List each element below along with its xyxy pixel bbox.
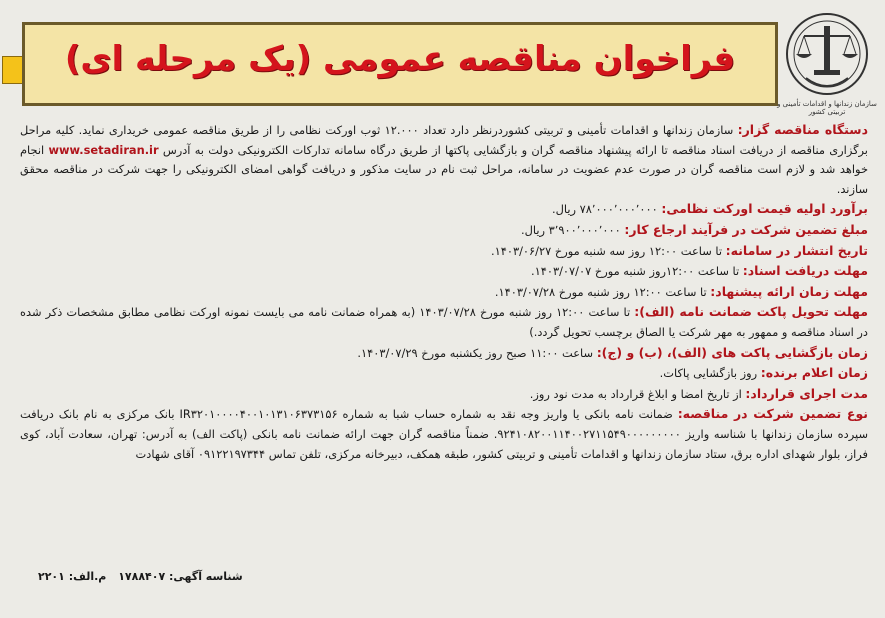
envelope-line (20, 302, 868, 342)
portal-url: www.setadiran.ir (48, 142, 159, 157)
estimate-label: برآورد اولیه قیمت اورکت نظامی: (661, 201, 868, 217)
opening-line (20, 343, 868, 364)
contract-value: از تاریخ امضا و ابلاغ قرارداد به مدت نود روز. (529, 386, 746, 401)
guarantee-type-value: ضمانت نامه بانکی یا واریز وجه نقد به شماره حساب شبا به شماره IR۳۲۰۱۰۰۰۰۴۰۰۱۰۱۳۱۰۶۳۷۳۱۵۶ بانک مرکزی به نام بانک دریافت سپرده سازمان زندانها با شناسه واریز ۹۲۴۱۰۸۲۰۰۱۱۴۰۰۲۷۱۱۵۴۹۰۰۰۰۰۰۰۰۰. ضمناً مناقصه گران جهت ارائه ضمانت نامه بانکی (پاکت الف) به آدرس: تهران، سعادت آباد، کوی فراز، بلوار شهدای اداره برق، ستاد سازمان زندانها و اقدامات تأمینی و تربیتی کشور، طبقه همکف، دبیرخانه مرکزی، تلفن تماس ۰۹۱۲۲۱۹۷۳۴۴ آقای شهادت (20, 407, 868, 461)
offer-line (20, 282, 868, 303)
guarantee-line (20, 220, 868, 241)
docs-label: مهلت دریافت اسناد: (742, 263, 868, 279)
winner-value: روز بازگشایی پاکات. (659, 366, 761, 381)
publish-value: تا ساعت ۱۲:۰۰ روز سه شنبه مورخ ۱۴۰۳/۰۶/۲۷. (490, 243, 726, 258)
docs-line (20, 261, 868, 282)
contract-label: مدت اجرای قرارداد: (745, 385, 868, 401)
opening-value: ساعت ۱۱:۰۰ صبح روز یکشنبه مورخ ۱۴۰۳/۰۷/۲۹. (357, 345, 597, 360)
guarantee-type-paragraph (20, 404, 868, 464)
winner-line (20, 363, 868, 384)
opening-label: زمان بازگشایی پاکت های (الف)، (ب) و (ج): (596, 344, 868, 360)
organizer-text-continued: انجام خواهد شد و لازم است مناقصه گران در صورت عدم عضویت در سامانه، مراحل ثبت نام در سایت مذکور و دریافت گواهی امضای الکترونیکی را جهت شرکت در مناقصه محقق سازند. (20, 142, 868, 196)
guarantee-type-label: نوع تضمین شرکت در مناقصه: (677, 406, 868, 422)
ad-body (20, 120, 868, 464)
ad-code: م.الف: ۲۲۰۱ (38, 570, 107, 583)
header-banner (22, 22, 778, 106)
guarantee-value: ۳٬۹۰۰٬۰۰۰٬۰۰۰ ریال. (520, 222, 625, 237)
guarantee-label: مبلغ تضمین شرکت در فرآیند ارجاع کار: (624, 221, 868, 237)
offer-value: تا ساعت ۱۲:۰۰ روز شنبه مورخ ۱۴۰۳/۰۷/۲۸. (494, 284, 711, 299)
contract-line (20, 384, 868, 405)
publish-line (20, 241, 868, 262)
envelope-label: مهلت تحویل پاکت ضمانت نامه (الف): (634, 304, 868, 320)
organizer-paragraph (20, 120, 868, 199)
offer-label: مهلت زمان ارائه پیشنهاد: (710, 283, 868, 299)
organizer-label: دستگاه مناقصه گزار: (737, 122, 868, 137)
winner-label: زمان اعلام برنده: (760, 365, 868, 381)
publish-label: تاریخ انتشار در سامانه: (725, 242, 868, 258)
ad-footer (30, 570, 243, 583)
organization-logo (784, 8, 870, 102)
envelope-value: تا ساعت ۱۲:۰۰ روز شنبه مورخ ۱۴۰۳/۰۷/۲۸ (به همراه ضمانت نامه می بایست نمونه اورکت نظامی مطابق مشخصات ذکر شده در اسناد مناقصه و ممهور به مهر شرکت یا الصاق برچسب تحویل گردد.) (20, 305, 868, 339)
logo-caption: سازمان زندانها و اقدامات تأمینی و تربیتی کشور (777, 100, 877, 116)
organizer-text: سازمان زندانها و اقدامات تأمینی و تربیتی کشوردرنظر دارد تعداد ۱۲.۰۰۰ ثوب اورکت نظامی را از طریق مناقصه عمومی خریداری نماید. کلیه مراحل برگزاری مناقصه از دریافت اسناد مناقصه تا ارائه پیشنهاد مناقصه گران و بازگشایی پاکتها از طریق درگاه سامانه تدارکات الکترونیکی دولت به آدرس (20, 123, 868, 157)
docs-value: تا ساعت ۱۲:۰۰روز شنبه مورخ ۱۴۰۳/۰۷/۰۷. (530, 264, 743, 279)
estimate-line (20, 199, 868, 220)
estimate-value: ۷۸٬۰۰۰٬۰۰۰٬۰۰۰ ریال. (551, 202, 662, 217)
page-title: فراخوان مناقصه عمومی (یک مرحله ای) (64, 39, 736, 79)
ad-id: شناسه آگهی: ۱۷۸۸۴۰۷ (118, 570, 243, 583)
